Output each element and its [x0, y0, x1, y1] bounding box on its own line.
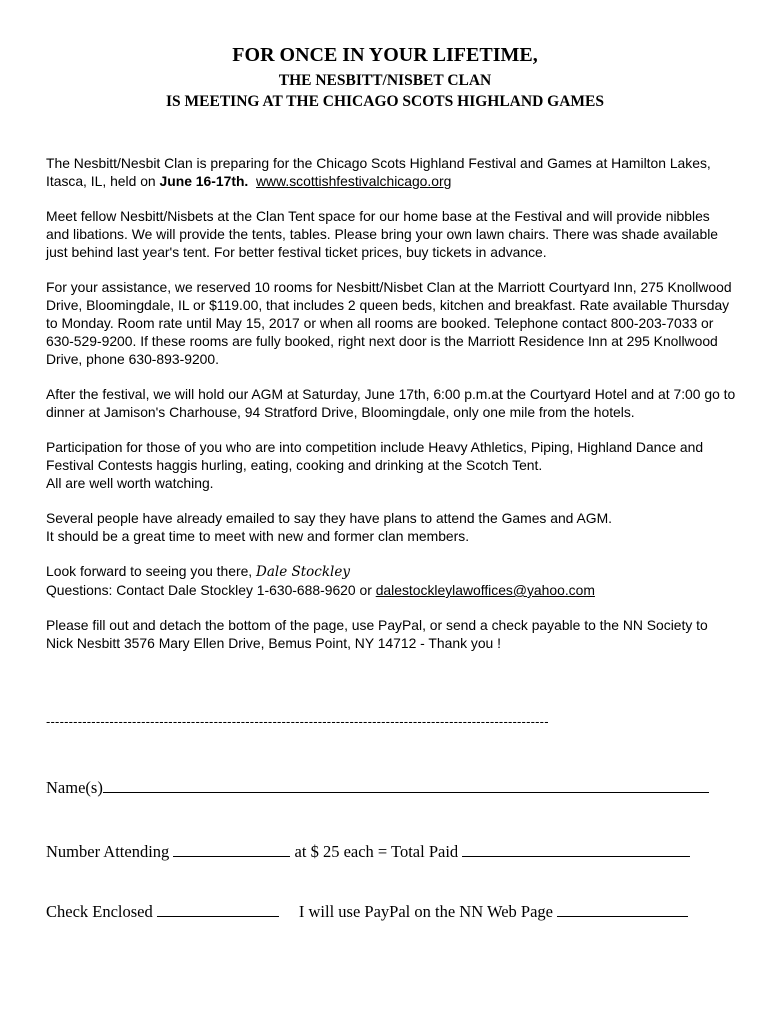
- emailed-paragraph: [46, 509, 736, 545]
- names-label: Name(s): [46, 778, 103, 797]
- payment-row: [46, 901, 726, 922]
- event-dates: June 16-17th.: [159, 173, 249, 189]
- names-row: [46, 777, 726, 798]
- subtitle-event: IS MEETING AT THE CHICAGO SCOTS HIGHLAND GAMES: [166, 93, 604, 110]
- intro-text: The Nesbitt/Nesbit Clan is preparing for the Chicago Scots Highland Festival and Games at Hamilton Lakes, Itasca, IL, held on: [46, 155, 711, 189]
- emailed-note: It should be a great time to meet with new and former clan members.: [46, 528, 470, 544]
- competition-paragraph: [46, 438, 736, 492]
- clan-tent-paragraph: Meet fellow Nesbitt/Nisbets at the Clan Tent space for our home base at the Festival and will provide nibbles and libations. We will provide the tents, tables. Please bring your own lawn chairs. There was shade available just behind last year's tent. For better festival ticket prices, buy tickets in advance.: [46, 208, 719, 260]
- page-title: FOR ONCE IN YOUR LIFETIME,: [232, 44, 538, 66]
- look-forward-text: Look forward to seeing you there,: [46, 563, 257, 579]
- paypal-label: I will use PayPal on the NN Web Page: [298, 902, 558, 921]
- subtitle-clan: THE NESBITT/NISBET CLAN: [278, 72, 492, 89]
- letter-body: [46, 154, 736, 669]
- total-paid-field[interactable]: [462, 841, 690, 857]
- instructions-paragraph: Please fill out and detach the bottom of the page, use PayPal, or send a check payable to the NN Society to Nick Nesbitt 3576 Mary Ellen Drive, Bemus Point, NY 14712 - Thank you !: [46, 617, 708, 651]
- paypal-field[interactable]: [557, 901, 688, 917]
- attendance-row: [46, 841, 726, 862]
- questions-text: Questions: Contact Dale Stockley 1-630-688-9620 or: [46, 582, 376, 598]
- emailed-text: Several people have already emailed to say they have plans to attend the Games and AGM.: [46, 510, 613, 526]
- rooms-paragraph: For your assistance, we reserved 10 rooms for Nesbitt/Nisbet Clan at the Marriott Courtyard Inn, 275 Knollwood Drive, Bloomingdale, IL or $119.00, that includes 2 queen beds, kitchen and breakfast. Rate available Thursday to Monday. Room rate until May 15, 2017 or when all rooms are booked. Telephone contact 800-203-7033 or 630-529-9200. If these rooms are fully booked, right next door is the Marriott Residence Inn at 295 Knollwood Drive, phone 630-893-9200.: [46, 279, 732, 367]
- competition-text: Participation for those of you who are into competition include Heavy Athletics, Piping, Highland Dance and Festival Contests haggis hurling, eating, cooking and drinking at the Scotch Tent.: [46, 439, 704, 473]
- contact-email-link[interactable]: dalestockleylawoffices@yahoo.com: [375, 582, 595, 598]
- price-text: at $ 25 each = Total Paid: [290, 842, 463, 861]
- names-field[interactable]: [103, 777, 709, 793]
- number-attending-label: Number Attending: [46, 842, 174, 861]
- closing-paragraph: [46, 562, 736, 599]
- detach-divider: ---------------------------------------------------------------------------------------------------------------: [46, 714, 549, 729]
- agm-paragraph: After the festival, we will hold our AGM at Saturday, June 17th, 6:00 p.m.at the Courtyard Hotel and at 7:00 go to dinner at Jamison's Charhouse, 94 Stratford Drive, Bloomingdale, only one mile from the hotels.: [46, 386, 736, 420]
- check-enclosed-field[interactable]: [157, 901, 279, 917]
- intro-paragraph: [46, 154, 736, 190]
- competition-note: All are well worth watching.: [46, 475, 214, 491]
- signature: Dale Stockley: [256, 564, 350, 580]
- number-attending-field[interactable]: [173, 841, 290, 857]
- festival-link[interactable]: www.scottishfestivalchicago.org: [256, 173, 452, 189]
- check-enclosed-label: Check Enclosed: [46, 902, 157, 921]
